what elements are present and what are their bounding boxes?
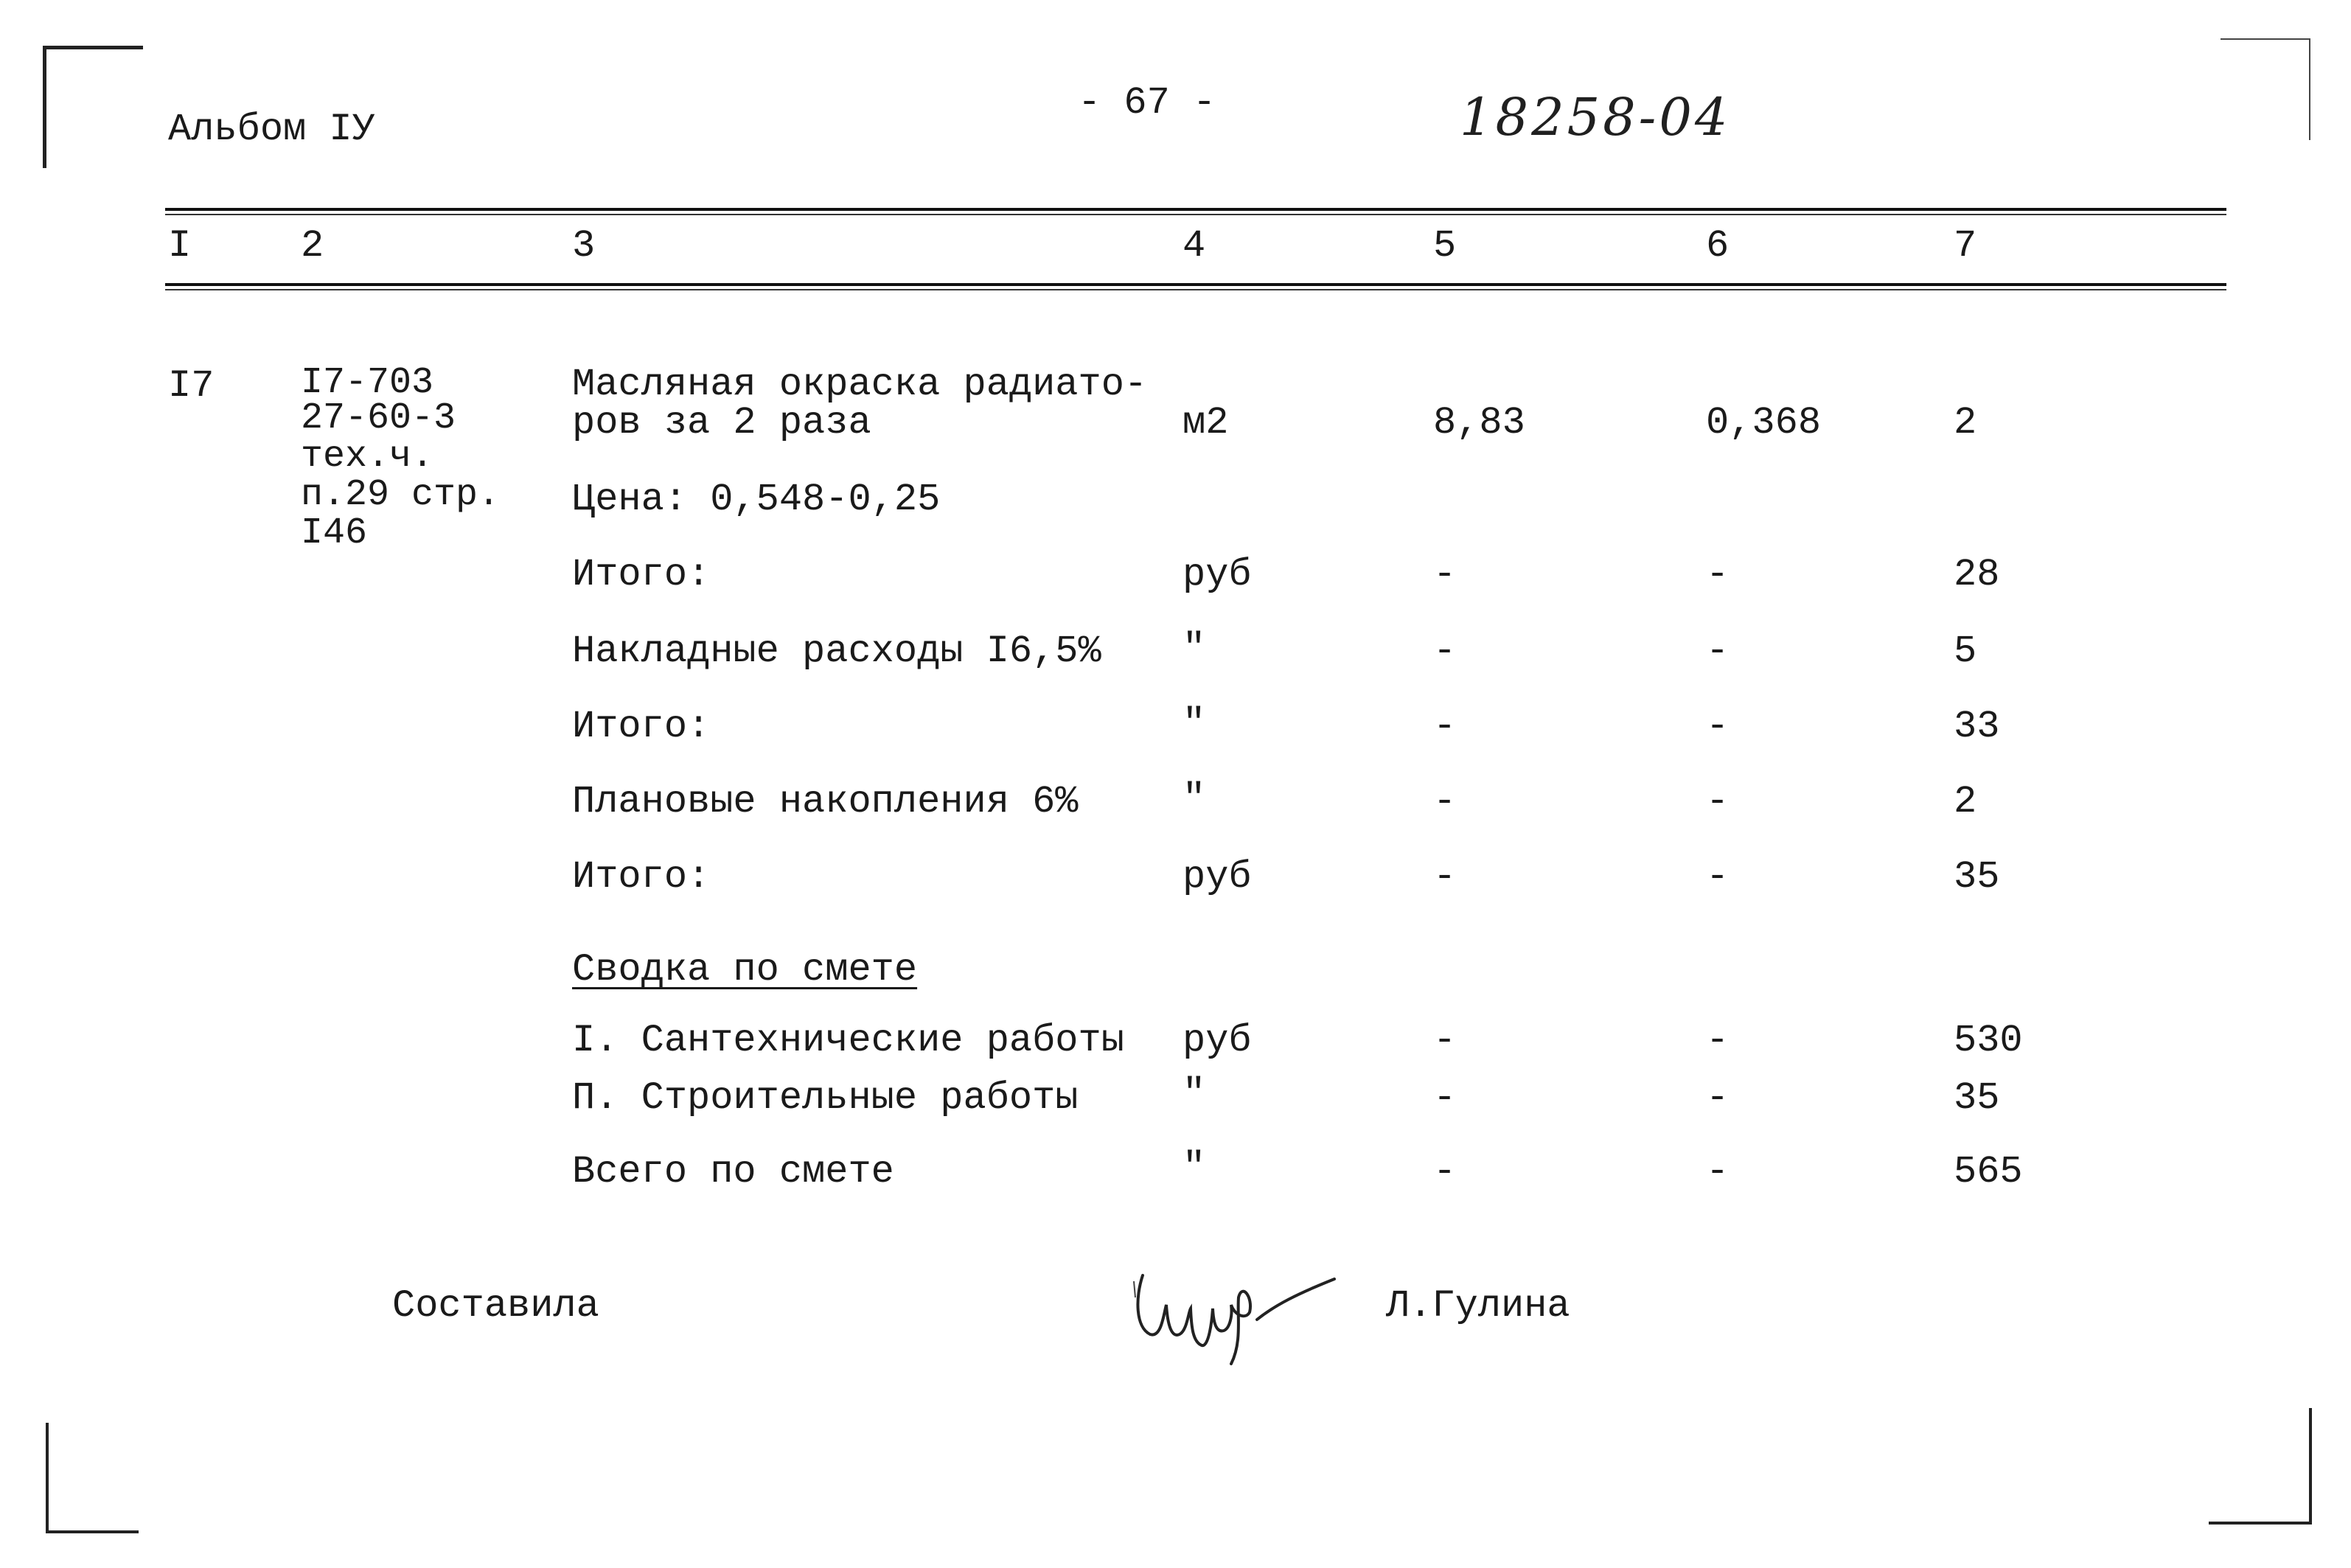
row-amount: 35 [1954,855,2000,899]
corner-mark-top-left [43,46,143,49]
header-top-rule [165,214,2226,215]
summary-row-label: I. Сантехнические работы [572,1019,1124,1062]
signature-drawing [1121,1246,1342,1371]
column-header-6: 6 [1706,224,1730,268]
row-amount: 5 [1954,630,1977,673]
row-amount: 33 [1954,705,2000,748]
row-col6: - [1706,553,1730,596]
column-header-5: 5 [1433,224,1457,268]
row-label: Итого: [572,705,711,748]
entry-description: ров за 2 раза [572,401,871,445]
row-col5: - [1433,780,1457,823]
row-label: Плановые накопления 6% [572,780,1079,823]
summary-row-col6: - [1706,1150,1730,1194]
column-header-2: 2 [301,224,324,268]
entry-price: Цена: 0,548-0,25 [572,478,941,521]
row-amount: 28 [1954,553,2000,596]
summary-row-label: П. Строительные работы [572,1076,1079,1120]
corner-mark-bottom-right [2309,1408,2312,1525]
entry-reference-line: п.29 стр. [301,474,501,516]
corner-mark-bottom-left [46,1530,139,1533]
summary-row-amount: 530 [1954,1019,2023,1062]
row-col6: - [1706,705,1730,748]
row-label: Итого: [572,553,711,596]
summary-row-unit: " [1183,1072,1206,1115]
entry-reference-line: I46 [301,512,368,554]
row-col5: - [1433,630,1457,673]
signature [1121,1246,1342,1371]
album-label: Альбом IУ [168,108,375,151]
row-col5: - [1433,855,1457,899]
corner-mark-top-right [2221,38,2310,40]
entry-reference-line: I7-703 [301,362,434,404]
header-bottom-rule [165,289,2226,290]
row-unit: руб [1183,855,1252,899]
summary-row-col6: - [1706,1019,1730,1062]
entry-total: 2 [1954,401,1977,445]
summary-row-col5: - [1433,1076,1457,1120]
compiler-name: Л.Гулина [1386,1284,1570,1328]
entry-unit: м2 [1183,401,1229,445]
row-col5: - [1433,553,1457,596]
summary-row-unit: " [1183,1146,1206,1189]
row-label: Накладные расходы I6,5% [572,630,1101,673]
row-unit: " [1183,627,1206,670]
row-col5: - [1433,705,1457,748]
row-unit: " [1183,702,1206,745]
column-header-4: 4 [1183,224,1206,268]
corner-mark-bottom-right [2209,1522,2312,1525]
entry-reference-line: 27-60-3 [301,397,456,439]
column-header-7: 7 [1954,224,1977,268]
row-col6: - [1706,780,1730,823]
entry-rate: 0,368 [1706,401,1822,445]
page-number: - 67 - [1078,81,1216,125]
row-unit: " [1183,777,1206,820]
entry-reference-line: тех.ч. [301,436,434,478]
header-top-rule [165,208,2226,211]
document-code: 18258-04 [1460,87,1731,147]
column-header-1: I [168,224,192,268]
summary-row-amount: 565 [1954,1150,2023,1194]
summary-row-col6: - [1706,1076,1730,1120]
summary-row-amount: 35 [1954,1076,2000,1120]
column-header-3: 3 [572,224,596,268]
row-col6: - [1706,855,1730,899]
row-amount: 2 [1954,780,1977,823]
corner-mark-bottom-left [46,1423,49,1533]
compiled-by-label: Составила [392,1284,599,1328]
entry-quantity: 8,83 [1433,401,1525,445]
summary-row-col5: - [1433,1019,1457,1062]
summary-row-unit: руб [1183,1019,1252,1062]
row-unit: руб [1183,553,1252,596]
row-col6: - [1706,630,1730,673]
summary-title: Сводка по смете [572,948,918,992]
entry-description: Масляная окраска радиато- [572,363,1148,406]
corner-mark-top-left [43,46,46,168]
header-bottom-rule [165,283,2226,286]
entry-number: I7 [168,364,215,408]
row-label: Итого: [572,855,711,899]
summary-row-col5: - [1433,1150,1457,1194]
summary-row-label: Всего по смете [572,1150,894,1194]
corner-mark-top-right [2309,38,2310,140]
